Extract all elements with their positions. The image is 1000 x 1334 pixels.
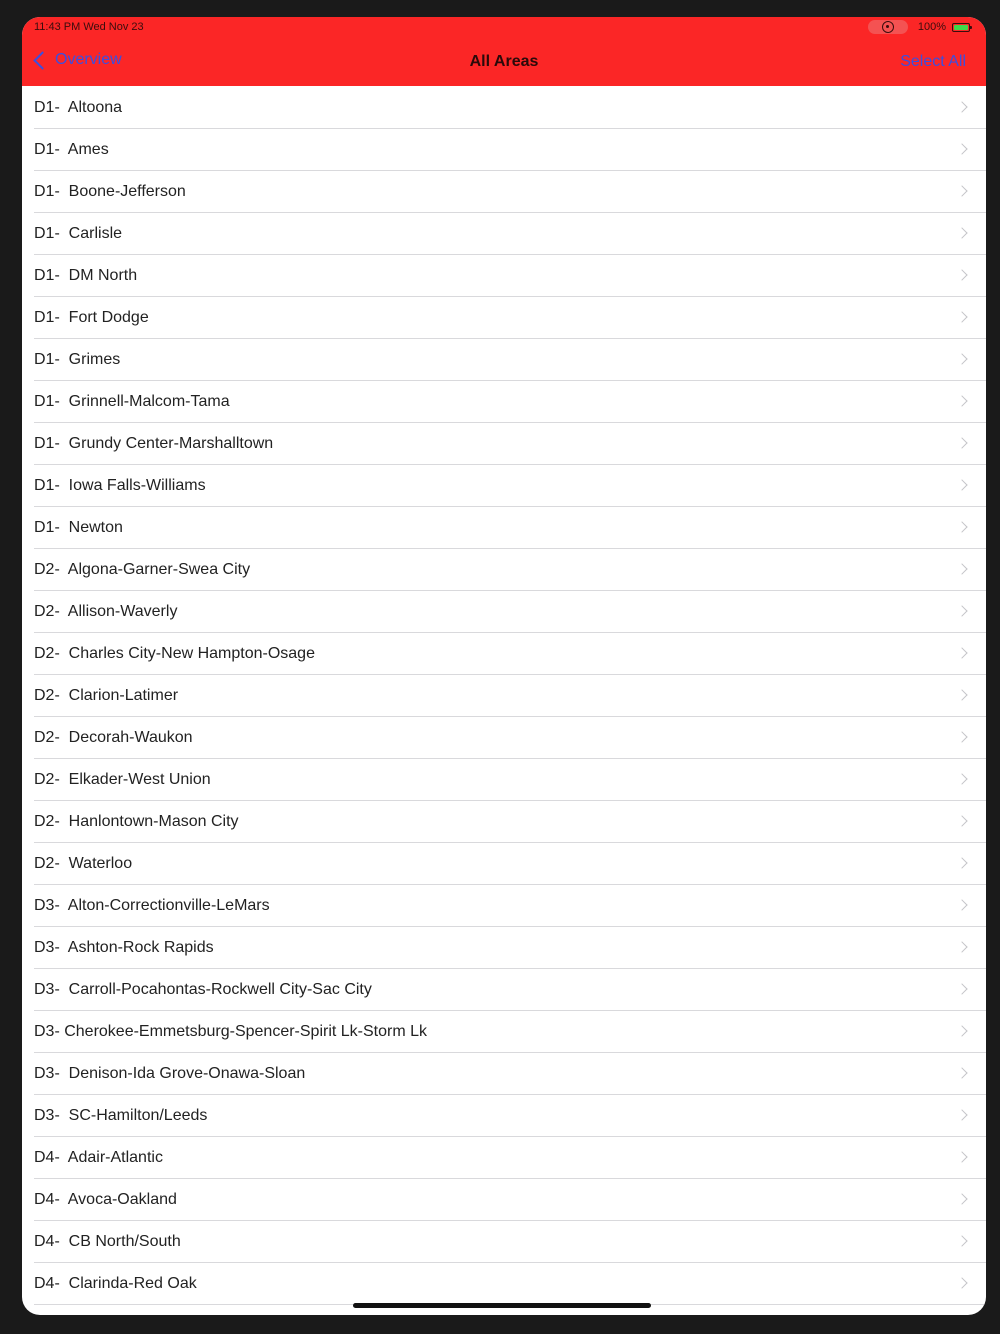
list-item-label: D2- Charles City-New Hampton-Osage: [34, 645, 315, 662]
list-item[interactable]: [22, 801, 986, 843]
list-item[interactable]: [22, 1095, 986, 1137]
home-indicator[interactable]: [353, 1303, 651, 1308]
chevron-right-icon: [956, 1025, 967, 1036]
list-item[interactable]: [22, 87, 986, 129]
chevron-right-icon: [956, 605, 967, 616]
battery-percent: 100%: [917, 21, 946, 33]
list-item-label: D4- CB North/South: [34, 1233, 181, 1250]
list-item-label: D2- Elkader-West Union: [34, 771, 211, 788]
list-item-label: D1- DM North: [34, 267, 138, 284]
list-item-label: D1- Newton: [34, 519, 123, 536]
list-item[interactable]: [22, 1137, 986, 1179]
list-item-label: D2- Allison-Waverly: [34, 603, 178, 620]
list-item-label: D1- Altoona: [34, 99, 123, 116]
header: [22, 17, 986, 86]
list-item[interactable]: [22, 507, 986, 549]
list-item-label: D3- Denison-Ida Grove-Onawa-Sloan: [34, 1065, 306, 1082]
list-item[interactable]: [22, 591, 986, 633]
select-all-button[interactable]: Select All: [900, 53, 966, 70]
chevron-right-icon: [956, 521, 967, 532]
status-time: 11:43 PM Wed Nov 23: [34, 21, 144, 33]
orientation-lock-icon: [882, 21, 894, 33]
list-item-label: D2- Hanlontown-Mason City: [34, 813, 239, 830]
list-item[interactable]: [22, 465, 986, 507]
list-item[interactable]: [22, 1179, 986, 1221]
list-item[interactable]: [22, 339, 986, 381]
status-indicators: [868, 20, 970, 34]
list-item-label: D1- Grinnell-Malcom-Tama: [34, 393, 230, 410]
list-item[interactable]: [22, 843, 986, 885]
chevron-right-icon: [956, 1109, 967, 1120]
chevron-right-icon: [956, 143, 967, 154]
list-item[interactable]: [22, 171, 986, 213]
list-item-label: D3- Ashton-Rock Rapids: [34, 939, 214, 956]
list-item-label: D3- Carroll-Pocahontas-Rockwell City-Sac City: [34, 981, 372, 998]
list-item-label: D4- Adair-Atlantic: [34, 1149, 163, 1166]
chevron-right-icon: [956, 185, 967, 196]
back-button-label: Overview: [55, 51, 122, 68]
chevron-right-icon: [956, 983, 967, 994]
status-bar: [22, 17, 986, 39]
battery-fill: [954, 25, 968, 30]
chevron-right-icon: [956, 773, 967, 784]
chevron-right-icon: [956, 395, 967, 406]
list-item-label: D1- Ames: [34, 141, 109, 158]
chevron-right-icon: [956, 857, 967, 868]
list-item-label: D3- SC-Hamilton/Leeds: [34, 1107, 208, 1124]
chevron-right-icon: [956, 311, 967, 322]
list-item-label: D2- Decorah-Waukon: [34, 729, 193, 746]
list-item[interactable]: [22, 1053, 986, 1095]
list-item-label: D2- Clarion-Latimer: [34, 687, 179, 704]
chevron-right-icon: [956, 647, 967, 658]
list-item[interactable]: [22, 675, 986, 717]
chevron-right-icon: [956, 479, 967, 490]
chevron-right-icon: [956, 269, 967, 280]
list-item[interactable]: [22, 423, 986, 465]
navigation-bar: [22, 41, 986, 85]
list-item[interactable]: [22, 927, 986, 969]
list-item-label: D4- Avoca-Oakland: [34, 1191, 177, 1208]
list-item-label: D1- Boone-Jefferson: [34, 183, 186, 200]
chevron-right-icon: [956, 227, 967, 238]
list-item-label: D1- Carlisle: [34, 225, 123, 242]
list-item-label: D1- Fort Dodge: [34, 309, 149, 326]
chevron-right-icon: [956, 899, 967, 910]
list-item[interactable]: [22, 969, 986, 1011]
chevron-right-icon: [956, 563, 967, 574]
battery-icon: [952, 23, 970, 32]
app-window: [22, 17, 986, 1315]
chevron-right-icon: [956, 815, 967, 826]
list-item-label: D3- Cherokee-Emmetsburg-Spencer-Spirit Lk-Storm Lk: [34, 1023, 428, 1040]
list-item[interactable]: [22, 213, 986, 255]
list-item[interactable]: [22, 129, 986, 171]
list-item[interactable]: [22, 759, 986, 801]
list-item-label: D1- Iowa Falls-Williams: [34, 477, 206, 494]
chevron-right-icon: [956, 101, 967, 112]
list-item[interactable]: [22, 255, 986, 297]
list-item[interactable]: [22, 885, 986, 927]
chevron-right-icon: [956, 353, 967, 364]
list-item-label: D2- Algona-Garner-Swea City: [34, 561, 251, 578]
list-item[interactable]: [22, 1263, 986, 1305]
chevron-right-icon: [956, 1277, 967, 1288]
chevron-right-icon: [956, 1067, 967, 1078]
list-item[interactable]: [22, 381, 986, 423]
list-item[interactable]: [22, 549, 986, 591]
chevron-right-icon: [956, 1235, 967, 1246]
list-item-label: D1- Grimes: [34, 351, 121, 368]
page-title: All Areas: [469, 53, 539, 70]
list-item-label: D1- Grundy Center-Marshalltown: [34, 435, 274, 452]
list-item-label: D3- Alton-Correctionville-LeMars: [34, 897, 270, 914]
chevron-right-icon: [956, 941, 967, 952]
areas-list: [22, 87, 986, 1305]
list-item-label: D4- Clarinda-Red Oak: [34, 1275, 197, 1292]
list-item[interactable]: [22, 1221, 986, 1263]
chevron-right-icon: [956, 689, 967, 700]
list-item[interactable]: [22, 1011, 986, 1053]
list-item-label: D2- Waterloo: [34, 855, 133, 872]
list-item[interactable]: [22, 633, 986, 675]
list-item[interactable]: [22, 297, 986, 339]
list-item[interactable]: [22, 717, 986, 759]
chevron-right-icon: [956, 1193, 967, 1204]
chevron-right-icon: [956, 731, 967, 742]
orientation-lock-pill: [868, 20, 908, 34]
chevron-right-icon: [956, 1151, 967, 1162]
chevron-right-icon: [956, 437, 967, 448]
